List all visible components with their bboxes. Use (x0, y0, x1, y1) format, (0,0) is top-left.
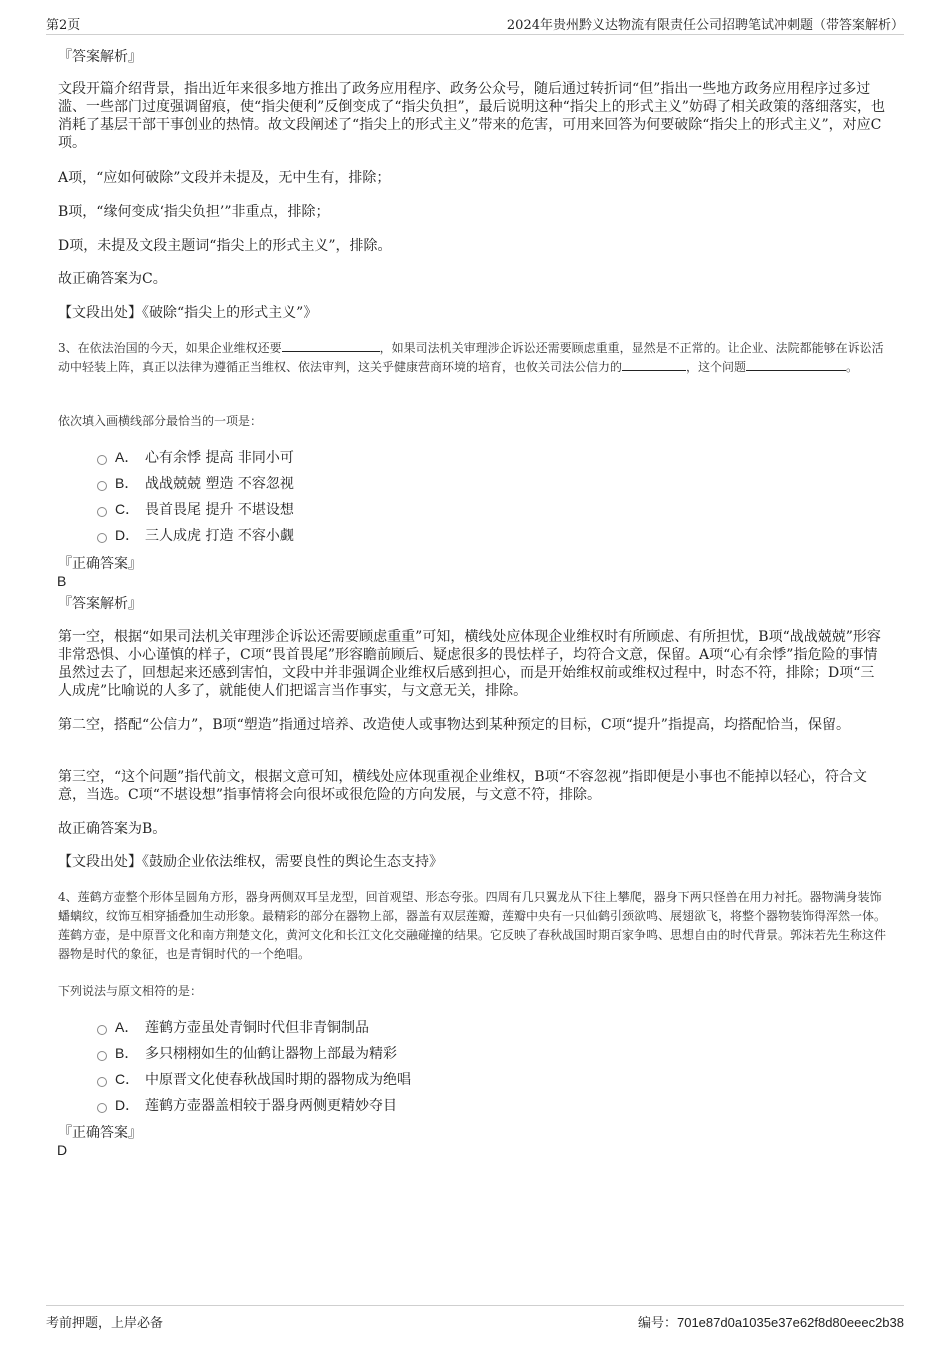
q4-option-a[interactable] (97, 1018, 369, 1038)
q3-option-c[interactable] (97, 500, 294, 520)
q3-option-b[interactable] (97, 474, 294, 494)
page-footer (46, 1305, 904, 1331)
q3-stem-part-a: 3、在依法治国的今天，如果企业维权还要 (58, 341, 282, 355)
q3-conclusion: 故正确答案为B。 (58, 821, 167, 837)
option-text: 战战兢兢 塑造 不容忽视 (145, 476, 294, 492)
option-text: 莲鹤方壶器盖相较于器身两侧更精妙夺目 (145, 1098, 397, 1114)
q4-answer-label: 『正确答案』 (58, 1125, 142, 1141)
q2-analysis-p3: B项，“缘何变成‘指尖负担’”非重点，排除； (58, 204, 330, 220)
option-text: 莲鹤方壶虽处青铜时代但非青铜制品 (145, 1020, 369, 1036)
option-letter: D． (115, 527, 140, 543)
q3-analysis-p3: 第三空，“这个问题”指代前文，根据文意可知，横线处应体现重视企业维权，B项“不容忽视”指即便是小事也不能掉以轻心，符合文意，当选。C项“不堪设想”指事情将会向很坏或很危险的方向发展，与文意不符，排除。 (58, 769, 867, 803)
q2-analysis-p4: D项，未提及文段主题词“指尖上的形式主义”，排除。 (58, 238, 392, 254)
q3-analysis-p1: 第一空，根据“如果司法机关审理涉企诉讼还需要顾虑重重”可知，横线处应体现企业维权时有所顾虑、有所担忧，B项“战战兢兢”形容非常恐惧、小心谨慎的样子，C项“畏首畏尾”形容瞻前顾后、疑虑很多的畏怯样子，均符合文意，保留。A项“心有余悸”指危险的事情虽然过去了，回想起来还感到害怕，文段中并非强调企业维权后感到担心，而是开始维权前或维权过程中，时态不符，排除；D项“三人成虎”比喻说的人多了，就能使人们把谣言当作事实，与文意无关，排除。 (58, 629, 881, 699)
radio-icon[interactable] (97, 481, 107, 491)
option-letter: A． (115, 1019, 139, 1035)
q3-stem-part-b: ，如果司法机关审理涉企诉讼还需要顾虑重重，显然是不正常的。让企业、法院都能够在诉讼活动中轻装上阵，真正以法律为遵循正当维权、依法审判，这关乎健康营商环境的培育，也攸关司法公信力的 (58, 341, 884, 374)
q3-stem-part-c: ，这个问题 (686, 360, 747, 374)
option-text: 多只栩栩如生的仙鹤让器物上部最为精彩 (145, 1046, 397, 1062)
page-header (46, 12, 904, 35)
option-letter: C． (115, 501, 140, 517)
q3-analysis-label: 『答案解析』 (58, 596, 142, 612)
radio-icon[interactable] (97, 1025, 107, 1035)
option-text: 中原晋文化使春秋战国时期的器物成为绝唱 (145, 1072, 411, 1088)
option-text: 畏首畏尾 提升 不堪设想 (145, 502, 294, 518)
option-letter: D． (115, 1097, 140, 1113)
option-text: 心有余悸 提高 非同小可 (145, 450, 294, 466)
q4-option-d[interactable] (97, 1096, 397, 1116)
q3-instruction: 依次填入画横线部分最恰当的一项是： (58, 414, 263, 428)
option-letter: B． (115, 1045, 139, 1061)
q3-analysis-p2: 第二空，搭配“公信力”，B项“塑造”指通过培养、改造使人或事物达到某种预定的目标，C项“提升”指提高，均搭配恰当，保留。 (58, 717, 850, 733)
q4-option-c[interactable] (97, 1070, 411, 1090)
q4-option-b[interactable] (97, 1044, 397, 1064)
q3-source: 【文段出处】《鼓励企业依法维权，需要良性的舆论生态支持》 (58, 854, 443, 870)
q3-blank-1 (282, 339, 380, 352)
q3-blank-2 (622, 358, 686, 371)
option-letter: B． (115, 475, 139, 491)
q3-option-a[interactable] (97, 448, 294, 468)
radio-icon[interactable] (97, 1051, 107, 1061)
q3-answer-label: 『正确答案』 (58, 556, 142, 572)
q3-option-d[interactable] (97, 526, 294, 546)
q2-analysis-p1: 文段开篇介绍背景，指出近年来很多地方推出了政务应用程序、政务公众号，随后通过转折词“但”指出一些地方政务应用程序过多过滥、一些部门过度强调留痕，使“指尖便利”反倒变成了“指尖负担”，最后说明这种“指尖上的形式主义”妨碍了相关政策的落细落实，也消耗了基层干部干事创业的热情。故文段阐述了“指尖上的形式主义”带来的危害，可用来回答为何要破除“指尖上的形式主义”，对应C项。 (58, 81, 885, 151)
footer-slogan: 考前押题，上岸必备 (46, 1316, 164, 1331)
q2-analysis-p2: A项，“应如何破除”文段并未提及，无中生有，排除； (58, 170, 391, 186)
page-number: 第2页 (46, 18, 81, 33)
option-text: 三人成虎 打造 不容小觑 (145, 528, 294, 544)
q3-stem (58, 339, 888, 377)
radio-icon[interactable] (97, 1077, 107, 1087)
q2-analysis-label: 『答案解析』 (58, 49, 142, 65)
radio-icon[interactable] (97, 533, 107, 543)
q4-answer: D (57, 1142, 68, 1158)
option-letter: C． (115, 1071, 140, 1087)
document-title: 2024年贵州黔义达物流有限责任公司招聘笔试冲刺题（带答案解析） (506, 18, 904, 33)
q4-stem: 4、莲鹤方壶整个形体呈圆角方形，器身两侧双耳呈龙型，回首观望、形态夸张。四周有几只翼龙从下往上攀爬，器身下两只怪兽在用力衬托。器物满身装饰蟠螭纹，纹饰互相穿插叠加生动形象。最精彩的部分在器物上部，器盖有双层莲瓣，莲瓣中央有一只仙鹤引颈欲鸣、展翅欲飞，将整个器物装饰得浑然一体。莲鹤方壶，是中原晋文化和南方荆楚文化，黄河文化和长江文化交融碰撞的结果。它反映了春秋战国时期百家争鸣、思想自由的时代背景。郭沫若先生称这件器物是时代的象征，也是青铜时代的一个绝唱。 (58, 890, 887, 961)
q3-blank-3 (746, 358, 846, 371)
q2-source: 【文段出处】《破除“指尖上的形式主义”》 (58, 305, 318, 321)
radio-icon[interactable] (97, 507, 107, 517)
q2-conclusion: 故正确答案为C。 (58, 271, 167, 287)
option-letter: A． (115, 449, 139, 465)
radio-icon[interactable] (97, 1103, 107, 1113)
document-id: 编号：701e87d0a1035e37e62f8d80eeec2b38 (637, 1315, 904, 1330)
radio-icon[interactable] (97, 455, 107, 465)
q4-instruction: 下列说法与原文相符的是： (58, 984, 203, 998)
q3-stem-part-d: 。 (846, 360, 859, 374)
q3-answer: B (57, 573, 67, 589)
